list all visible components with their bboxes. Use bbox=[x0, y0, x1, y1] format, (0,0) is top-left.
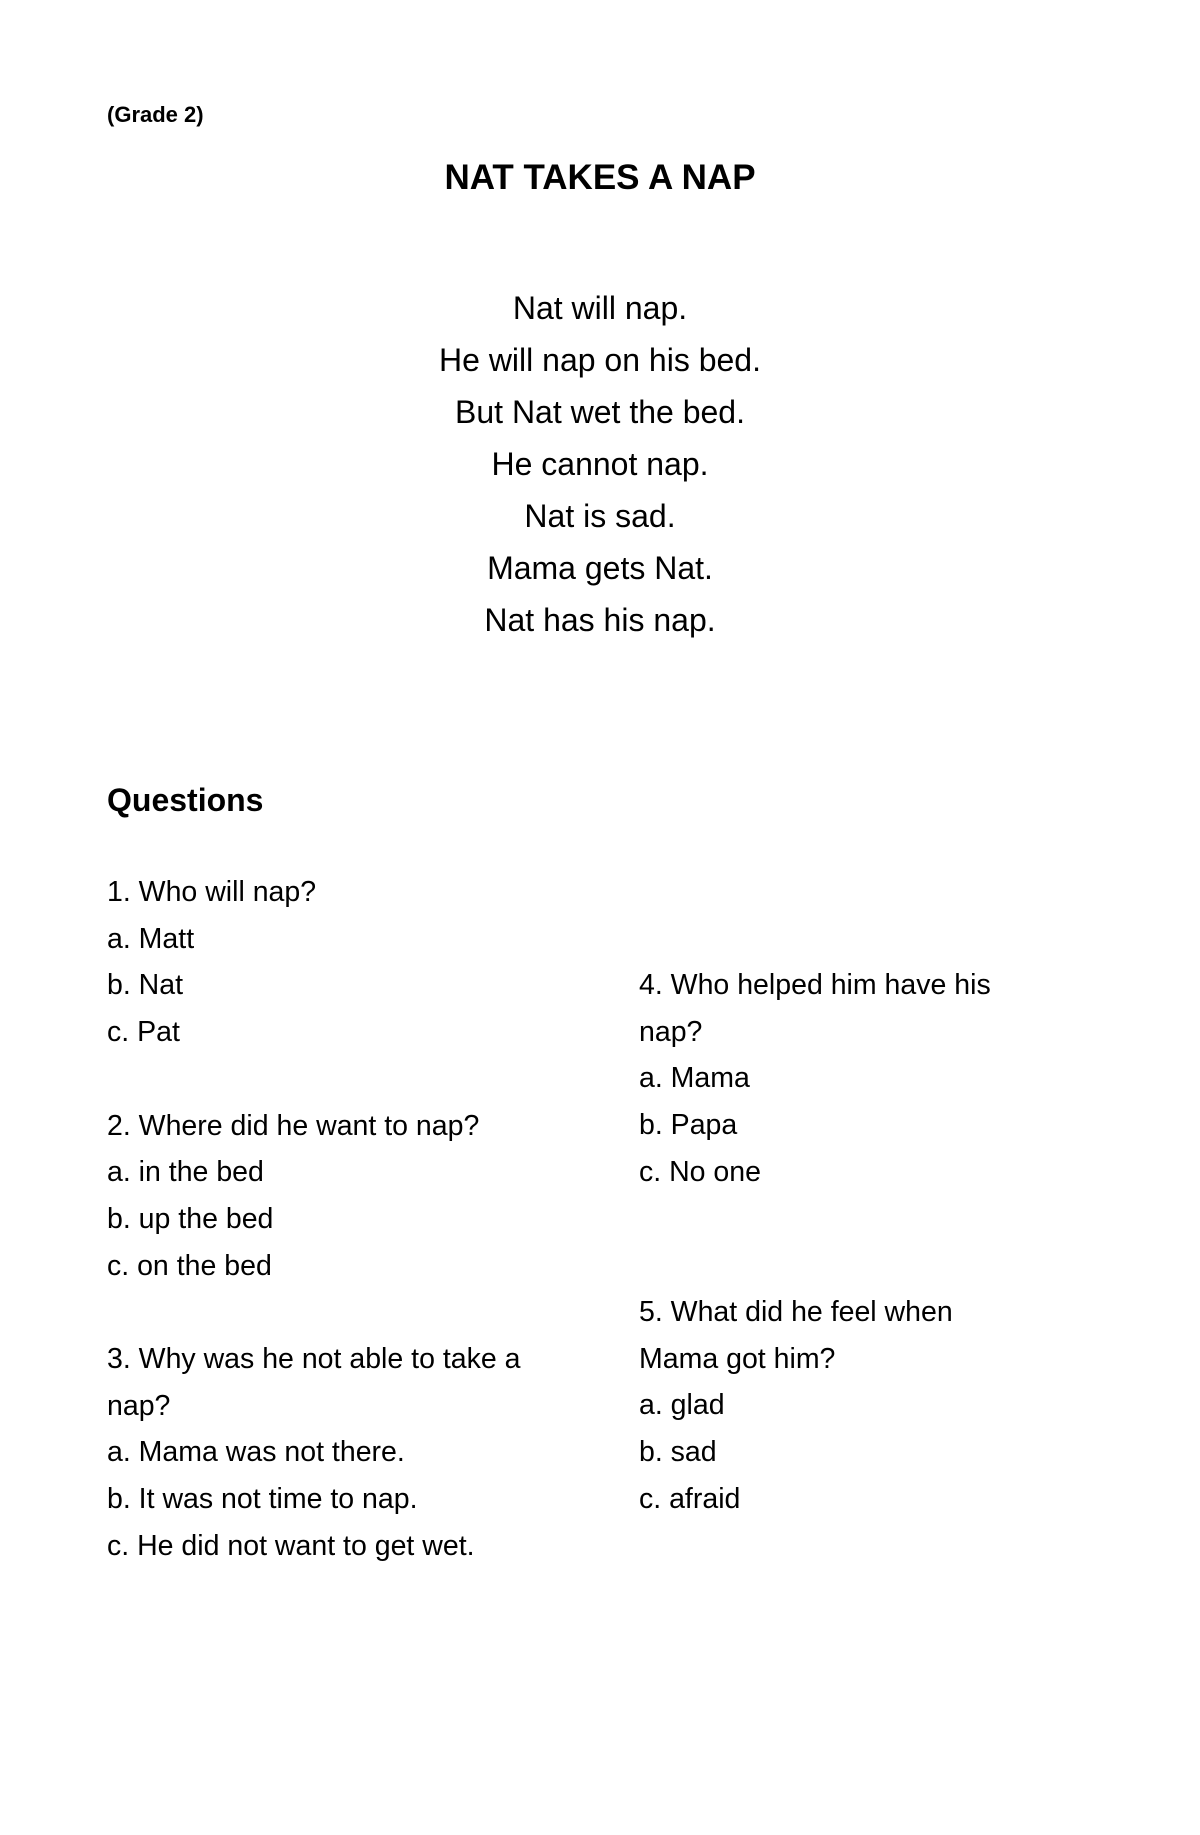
question-text: 2. Where did he want to nap? bbox=[107, 1109, 480, 1142]
answer-option: c. No one bbox=[639, 1155, 761, 1188]
story-text bbox=[0, 282, 1200, 646]
questions-right-column bbox=[639, 962, 1069, 1522]
answer-option: b. Papa bbox=[639, 1109, 738, 1142]
answer-option: c. Pat bbox=[107, 1016, 180, 1049]
answer-option: a. glad bbox=[639, 1389, 725, 1422]
question-3 bbox=[107, 1336, 587, 1570]
story-title: NAT TAKES A NAP bbox=[444, 158, 756, 197]
question-text: 3. Why was he not able to take a nap? bbox=[107, 1343, 521, 1422]
question-5 bbox=[639, 1289, 1069, 1523]
story-line: He cannot nap. bbox=[491, 446, 709, 482]
answer-option: b. sad bbox=[639, 1436, 717, 1468]
question-text: 5. What did he feel when Mama got him? bbox=[639, 1295, 953, 1375]
questions-left-column bbox=[107, 869, 587, 1570]
answer-option: a. Matt bbox=[107, 922, 195, 955]
question-1 bbox=[107, 869, 587, 1056]
question-text: 1. Who will nap? bbox=[107, 876, 317, 908]
answer-option: c. He did not want to get wet. bbox=[107, 1529, 475, 1562]
answer-option: a. in the bed bbox=[107, 1156, 264, 1189]
answer-option: b. up the bed bbox=[107, 1202, 274, 1235]
answer-option: b. It was not time to nap. bbox=[107, 1483, 418, 1516]
story-line: Nat has his nap. bbox=[484, 602, 716, 638]
answer-option: c. on the bed bbox=[107, 1249, 272, 1282]
grade-label: (Grade 2) bbox=[107, 102, 204, 127]
question-2 bbox=[107, 1103, 587, 1290]
question-text: 4. Who helped him have his nap? bbox=[639, 969, 991, 1048]
answer-option: a. Mama bbox=[639, 1062, 750, 1095]
questions-heading: Questions bbox=[107, 782, 264, 818]
story-line: Nat is sad. bbox=[524, 498, 676, 534]
question-4 bbox=[639, 962, 1069, 1196]
story-line: He will nap on his bed. bbox=[439, 342, 761, 378]
answer-option: a. Mama was not there. bbox=[107, 1436, 405, 1469]
answer-option: b. Nat bbox=[107, 969, 184, 1002]
story-line: Mama gets Nat. bbox=[487, 550, 713, 586]
story-line: But Nat wet the bed. bbox=[455, 394, 745, 430]
story-line: Nat will nap. bbox=[512, 290, 688, 326]
answer-option: c. afraid bbox=[639, 1482, 741, 1515]
